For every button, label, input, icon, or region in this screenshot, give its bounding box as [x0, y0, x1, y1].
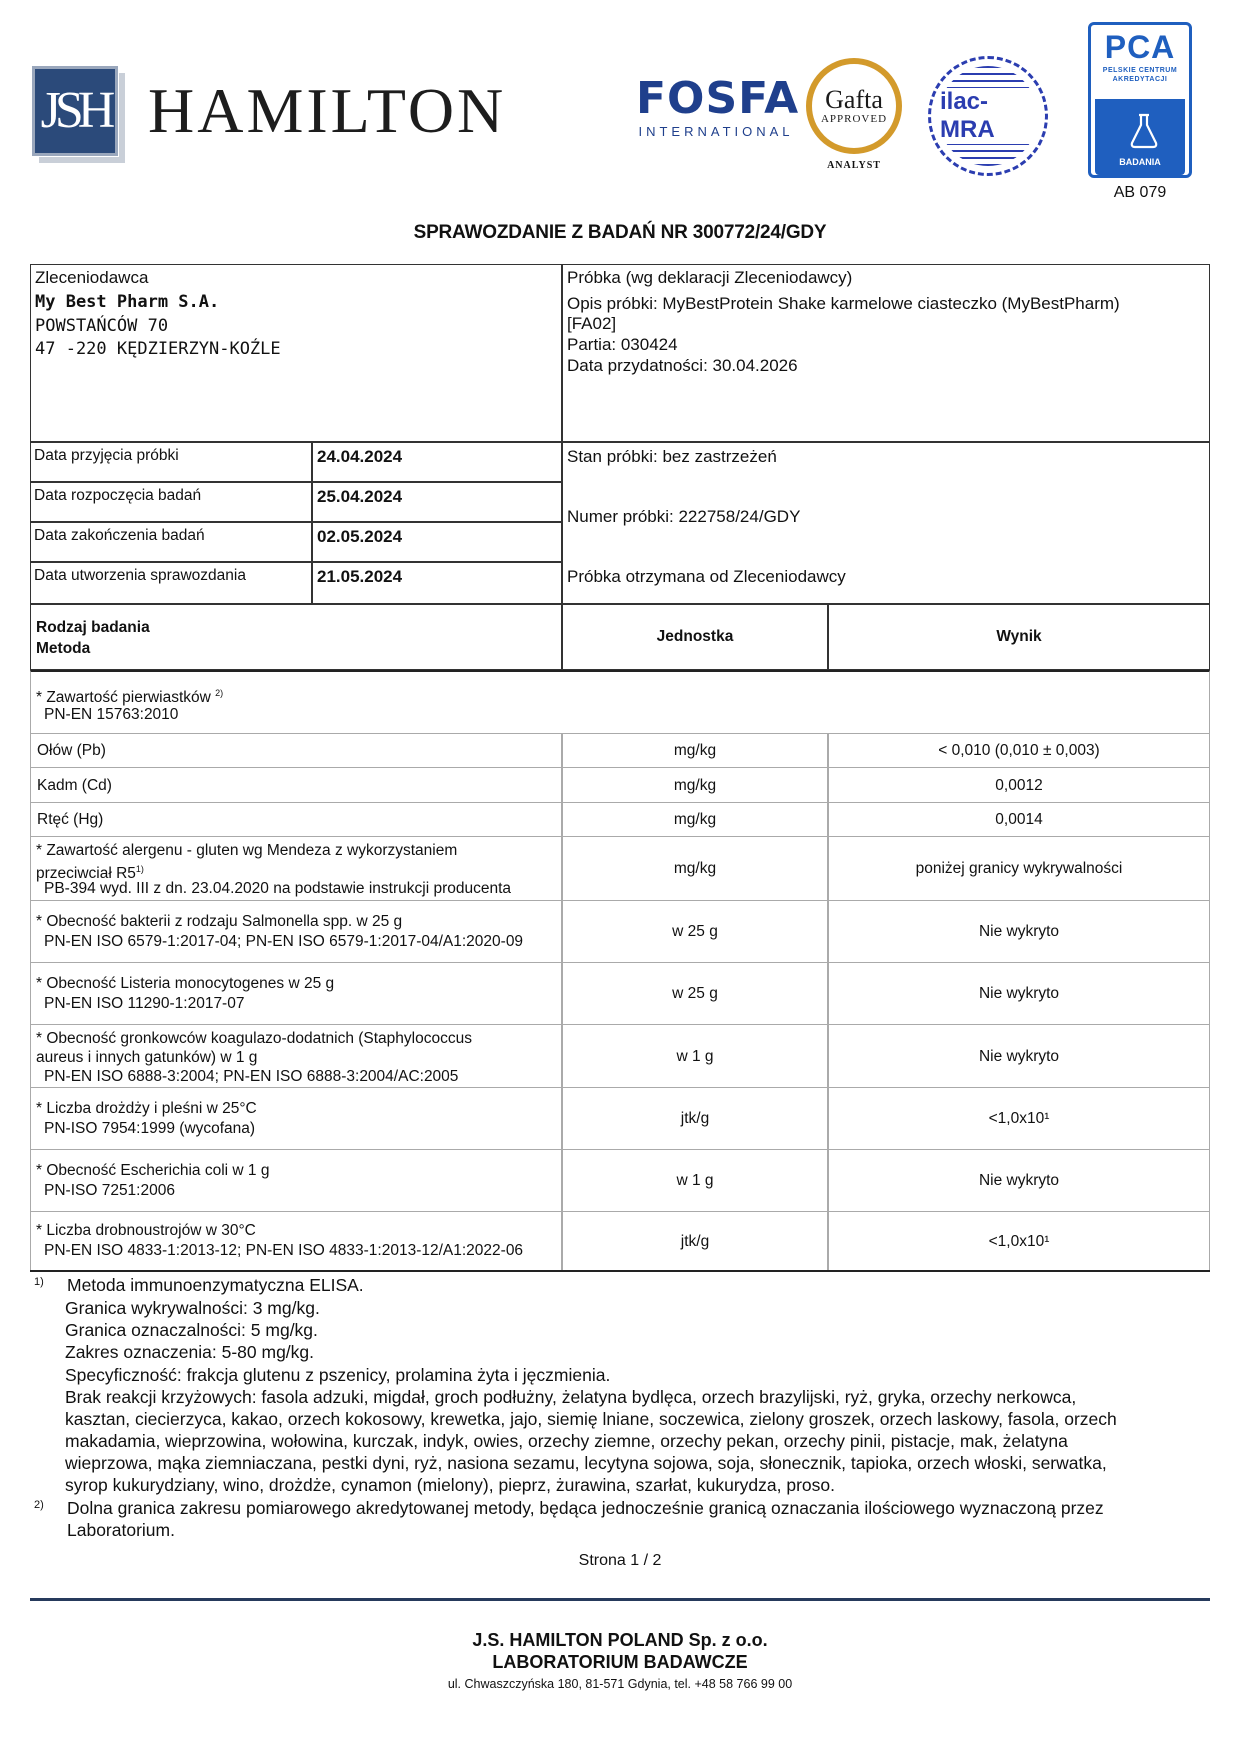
table-cell-unit [562, 803, 828, 837]
unit-text: mg/kg [673, 811, 717, 828]
test-method: PN-EN ISO 6579-1:2017-04; PN-EN ISO 6579-1:2017-04/A1:2020-09 [44, 933, 524, 950]
table-cell-unit [562, 837, 828, 901]
gafta-ring [806, 58, 902, 154]
pca-badge [1095, 99, 1185, 175]
sample-expiry: Data przydatności: 30.04.2026 [567, 356, 798, 375]
date-value-text: 25.04.2024 [317, 487, 403, 506]
test-name: Rtęć (Hg) [37, 811, 104, 828]
accreditation-code: AB 079 [1113, 184, 1167, 201]
table-row [30, 803, 562, 837]
sample-source: Próbka otrzymana od Zleceniodawcy [567, 567, 846, 586]
pca-badania: BADANIA [1119, 157, 1161, 167]
footnote-1-line: Brak reakcji krzyżowych: fasola adzuki, migdał, groch podłużny, żelatyna bydlęca, orzech brazylijski, ryż, gryka, orzechy nerkowca, [65, 1387, 1077, 1407]
header-test-type [30, 604, 562, 670]
unit-text: jtk/g [680, 1110, 710, 1127]
footnote-1-line: Zakres oznaczenia: 5-80 mg/kg. [65, 1342, 315, 1362]
flask-icon [1129, 113, 1159, 149]
header-unit [562, 604, 828, 670]
table-cell-result [828, 803, 1210, 837]
unit-text: jtk/g [680, 1232, 710, 1250]
footnote-1-mark: 1) [34, 1276, 44, 1288]
date-finished-value [312, 522, 562, 562]
footnote-1-line: syrop kukurydziany, wino, drożdże, cynamon (mielony), pieprz, żurawina, szarłat, kukurydza, proso. [65, 1475, 835, 1495]
date-started-label [30, 482, 312, 522]
date-created-label [30, 562, 312, 604]
date-label-text: Data rozpoczęcia badań [34, 487, 202, 504]
test-method: PN-ISO 7954:1999 (wycofana) [44, 1120, 256, 1137]
sample-box [562, 264, 1210, 442]
date-label-text: Data zakończenia badań [34, 527, 205, 544]
result-text: 0,0012 [995, 776, 1043, 794]
client-city: 47 -220 KĘDZIERZYN-KOŹLE [35, 339, 281, 359]
test-name: Ołów (Pb) [37, 742, 106, 759]
client-name: My Best Pharm S.A. [35, 292, 220, 312]
elements-group-row [30, 670, 1210, 734]
date-created-value [312, 562, 562, 604]
date-received-label [30, 442, 312, 482]
sample-status-box [562, 442, 1210, 604]
unit-text: w 25 g [672, 923, 718, 940]
report-title: SPRAWOZDANIE Z BADAŃ NR 300772/24/GDY [413, 222, 827, 243]
test-method: PN-EN ISO 4833-1:2013-12; PN-EN ISO 4833-1:2013-12/A1:2022-06 [44, 1242, 524, 1259]
footer-rule [30, 1598, 1210, 1601]
table-cell-result [828, 963, 1210, 1025]
header-result-label: Wynik [996, 628, 1042, 645]
test-sup: 1) [135, 864, 144, 874]
page-number: Strona 1 / 2 [578, 1552, 662, 1569]
result-text: < 0,010 (0,010 ± 0,003) [938, 742, 1100, 759]
footnote-2-line: Laboratorium. [67, 1520, 175, 1540]
footnote-1-line: Granica oznaczalności: 5 mg/kg. [65, 1320, 318, 1340]
elements-group-method: PN-EN 15763:2010 [44, 706, 179, 723]
ilac-mra-logo [928, 56, 1048, 176]
footnote-1-line: Metoda immunoenzymatyczna ELISA. [67, 1275, 364, 1295]
table-cell-result [828, 768, 1210, 803]
elements-group-sup: 2) [215, 688, 224, 698]
table-cell-unit [562, 768, 828, 803]
header-result [828, 604, 1210, 670]
result-text: 0,0014 [995, 811, 1043, 828]
unit-text: w 1 g [676, 1172, 714, 1189]
unit-text: mg/kg [673, 860, 717, 877]
date-finished-label [30, 522, 312, 562]
table-row [30, 734, 562, 768]
client-box [30, 264, 562, 442]
table-row [30, 837, 562, 901]
unit-text: mg/kg [673, 776, 717, 794]
footnote-2-line: Dolna granica zakresu pomiarowego akredytowanej metody, będąca jednocześnie granicą oznaczania ilościowego wyznaczoną przez [67, 1498, 1104, 1518]
table-cell-unit [562, 1025, 828, 1088]
header-method-label: Metoda [36, 640, 91, 657]
hamilton-logo [32, 66, 506, 156]
result-text: <1,0x10¹ [988, 1232, 1050, 1250]
jsh-mark: JSH [32, 66, 118, 156]
result-text: Nie wykryto [978, 1047, 1060, 1065]
gafta-approved: APPROVED [820, 113, 888, 125]
table-cell-result [828, 1025, 1210, 1088]
date-started-value [312, 482, 562, 522]
date-value-text: 24.04.2024 [317, 447, 403, 466]
test-name: * Obecność Listeria monocytogenes w 25 g [36, 975, 335, 992]
pca-logo [1088, 22, 1192, 178]
gafta-analyst: ANALYST [827, 160, 881, 171]
table-row [30, 963, 562, 1025]
date-label-text: Data przyjęcia próbki [34, 447, 179, 464]
table-cell-unit [562, 1212, 828, 1271]
fosfa-logo [636, 73, 800, 139]
ilac-globe-icon [938, 66, 1038, 166]
table-cell-result [828, 837, 1210, 901]
table-row [30, 768, 562, 803]
sample-label: Próbka (wg deklaracji Zleceniodawcy) [567, 268, 853, 287]
date-label-text: Data utworzenia sprawozdania [34, 567, 246, 584]
result-text: Nie wykryto [978, 985, 1060, 1002]
sample-description: Opis próbki: MyBestProtein Shake karmelowe ciasteczko (MyBestPharm) [567, 294, 1120, 313]
gafta-wordmark: Gafta [825, 85, 883, 114]
sample-code: [FA02] [567, 314, 617, 333]
date-value-text: 02.05.2024 [317, 527, 403, 546]
table-cell-unit [562, 901, 828, 963]
date-value-text: 21.05.2024 [317, 567, 403, 586]
sample-condition: Stan próbki: bez zastrzeżeń [567, 447, 777, 466]
test-name: * Liczba drobnoustrojów w 30°C [36, 1222, 256, 1239]
test-name: * Obecność Escherichia coli w 1 g [36, 1162, 270, 1179]
fosfa-subtitle: INTERNATIONAL [638, 124, 794, 139]
table-cell-result [828, 901, 1210, 963]
table-cell-unit [562, 1088, 828, 1150]
test-name: * Obecność gronkowców koagulazo-dodatnich (Staphylococcus [36, 1030, 472, 1047]
test-method: PB-394 wyd. III z dn. 23.04.2020 na podstawie instrukcji producenta [44, 880, 512, 897]
table-cell-unit [562, 734, 828, 768]
elements-group-title: * Zawartość pierwiastków [36, 689, 211, 707]
footer-lab: LABORATORIUM BADAWCZE [492, 1652, 748, 1672]
client-label: Zleceniodawca [35, 268, 149, 287]
table-row [30, 901, 562, 963]
pca-subtitle-1: PELSKIE CENTRUM [1102, 67, 1178, 74]
footer-address: ul. Chwaszczyńska 180, 81-571 Gdynia, tel. +48 58 766 99 00 [447, 1677, 793, 1691]
footnote-1-line: makadamia, wieprzowina, wołowina, kurczak, indyk, owies, orzechy ziemne, orzechy pekan, orzechy pinii, pistacje, mak, żelatyna [65, 1431, 1068, 1451]
table-cell-result [828, 734, 1210, 768]
table-cell-result [828, 1212, 1210, 1271]
table-cell-result [828, 1088, 1210, 1150]
table-cell-unit [562, 1150, 828, 1212]
unit-text: w 25 g [672, 985, 718, 1002]
test-method: PN-ISO 7251:2006 [44, 1182, 175, 1199]
test-name-cont: przeciwciał R5 [36, 865, 136, 883]
test-name-cont: aureus i innych gatunków) w 1 g [36, 1049, 258, 1066]
fosfa-wordmark: FOSFA [636, 73, 800, 124]
test-name: * Liczba drożdży i pleśni w 25°C [36, 1100, 257, 1117]
unit-text: mg/kg [673, 742, 717, 759]
table-cell-unit [562, 963, 828, 1025]
table-row [30, 1025, 562, 1088]
test-method: PN-EN ISO 11290-1:2017-07 [44, 995, 245, 1012]
footer-company: J.S. HAMILTON POLAND Sp. z o.o. [472, 1630, 768, 1650]
footnote-1-line: Granica wykrywalności: 3 mg/kg. [65, 1298, 320, 1318]
table-row [30, 1212, 562, 1271]
sample-number: Numer próbki: 222758/24/GDY [567, 507, 801, 526]
hamilton-wordmark: HAMILTON [148, 75, 507, 146]
pca-wordmark: PCA [1104, 29, 1176, 65]
footnote-2-mark: 2) [34, 1499, 44, 1511]
header-unit-label: Jednostka [656, 628, 734, 645]
test-method: PN-EN ISO 6888-3:2004; PN-EN ISO 6888-3:2004/AC:2005 [44, 1068, 459, 1085]
test-name: * Zawartość alergenu - gluten wg Mendeza z wykorzystaniem [36, 842, 458, 859]
footnote-1-line: kasztan, ciecierzyca, kakao, orzech kokosowy, krewetka, jajo, siemię lniane, soczewica, zielony groszek, orzech laskowy, fasola, orzech [65, 1409, 1117, 1429]
table-cell-result [828, 1150, 1210, 1212]
footnote-1-line: wieprzowa, mąka ziemniaczana, pestki dyni, ryż, nasiona sezamu, lecytyna sojowa, soja, słonecznik, tapioka, orzech włoski, serwatka, [65, 1453, 1107, 1473]
date-received-value [312, 442, 562, 482]
gafta-logo [806, 58, 902, 178]
pca-subtitle-2: AKREDYTACJI [1112, 76, 1168, 83]
ilac-wordmark: ilac-MRA [938, 88, 1038, 144]
table-row [30, 1088, 562, 1150]
footnote-1-line: Specyficzność: frakcja glutenu z pszenicy, prolamina żyta i jęczmienia. [65, 1365, 611, 1385]
result-text: Nie wykryto [978, 923, 1060, 940]
sample-batch: Partia: 030424 [567, 335, 678, 354]
unit-text: w 1 g [676, 1047, 714, 1065]
test-name: * Obecność bakterii z rodzaju Salmonella spp. w 25 g [36, 913, 403, 930]
test-name: Kadm (Cd) [37, 776, 112, 794]
header-type-label: Rodzaj badania [36, 619, 150, 636]
table-bottom-rule [30, 1270, 1210, 1272]
result-text: poniżej granicy wykrywalności [915, 860, 1123, 877]
result-text: <1,0x10¹ [988, 1110, 1050, 1127]
client-street: POWSTAŃCÓW 70 [35, 316, 169, 336]
table-row [30, 1150, 562, 1212]
result-text: Nie wykryto [978, 1172, 1060, 1189]
